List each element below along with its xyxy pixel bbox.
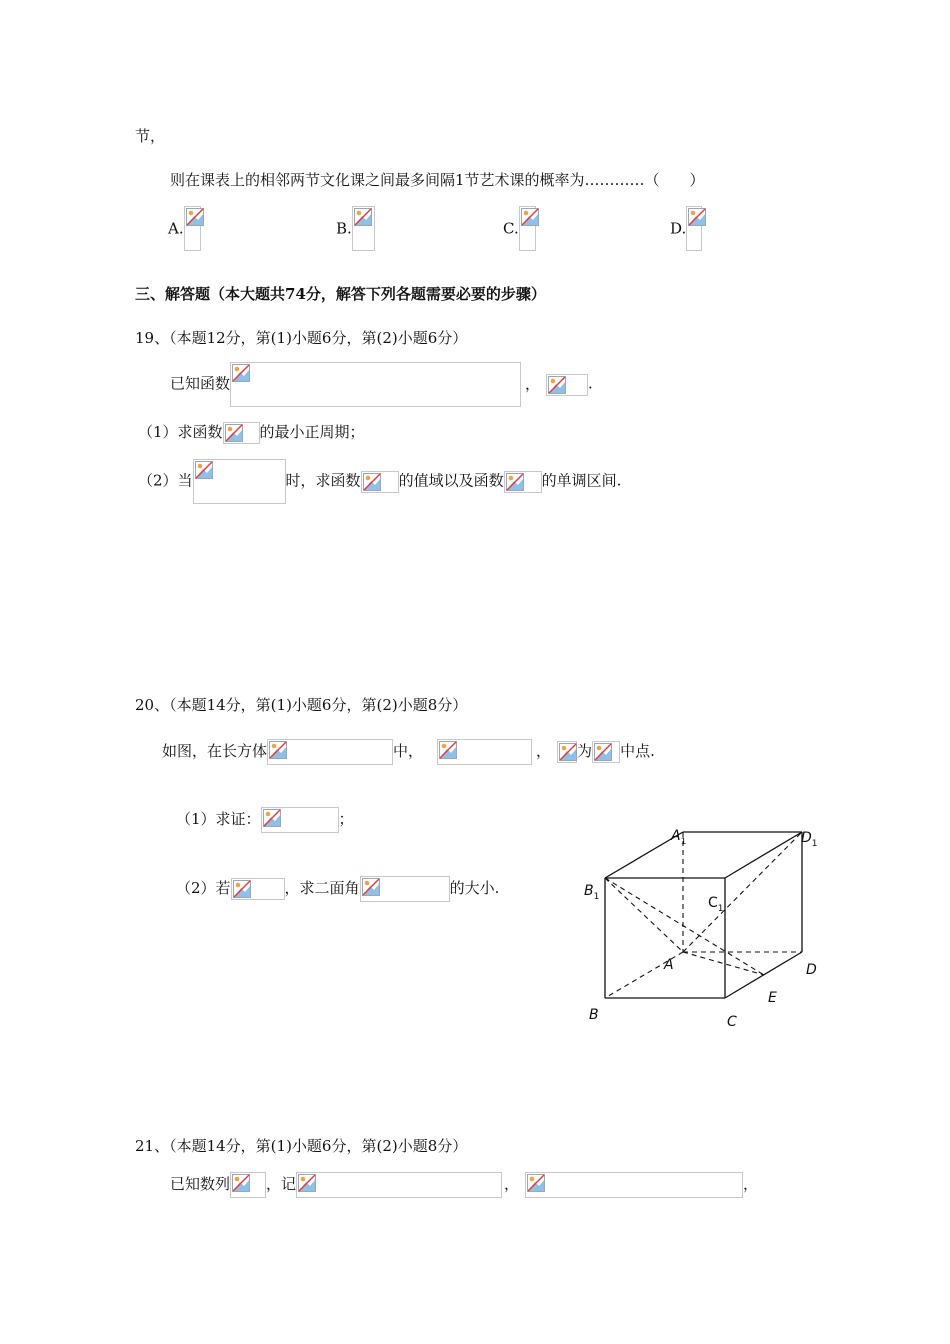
broken-image-icon (233, 880, 251, 898)
broken-image-icon (354, 208, 372, 226)
broken-image-icon (362, 878, 380, 896)
broken-image-icon (688, 208, 706, 226)
broken-image-icon (186, 208, 204, 226)
broken-image-icon (548, 376, 566, 394)
intro-text: 已知函数 (170, 374, 231, 393)
question-19-header: 19、（本题12分，第(1)小题6分，第(2)小题6分） (135, 329, 468, 347)
definition-image-1 (296, 1172, 502, 1198)
part-1-suffix: ； (338, 810, 354, 828)
broken-image-icon (263, 809, 281, 827)
broken-image-icon (225, 424, 243, 442)
previous-question-fragment: 节， (135, 127, 166, 145)
intro-mid: ，记 (266, 1175, 297, 1193)
condition-image (437, 739, 532, 765)
sentence-end: ， (743, 1175, 759, 1193)
broken-image-icon (298, 1174, 316, 1192)
question-19-intro (170, 362, 593, 407)
vertex-a1-label: $A_1$ (671, 828, 687, 847)
intro-text: 已知数列 (170, 1175, 231, 1193)
option-c (503, 206, 536, 251)
option-d-image (686, 206, 702, 251)
part-2-mid: ，求二面角 (284, 879, 360, 897)
sentence-end: . (588, 374, 593, 393)
domain-image (193, 459, 286, 504)
segment-image (592, 741, 620, 763)
point-e-label: E (768, 990, 777, 1006)
option-a-image (184, 206, 201, 251)
question-20-part-1 (176, 807, 354, 833)
broken-image-icon (269, 741, 287, 759)
option-b-image (352, 206, 375, 251)
definition-image-2 (525, 1172, 743, 1198)
vertex-d-label: D (806, 962, 817, 978)
part-1-suffix: 的最小正周期； (259, 423, 365, 441)
broken-image-icon (506, 473, 524, 491)
vertex-b1-label: $B_1$ (584, 883, 600, 902)
intro-text: 如图，在长方体 (162, 742, 268, 760)
question-21-header: 21、（本题14分，第(1)小题6分，第(2)小题8分） (135, 1137, 468, 1155)
separator: ， (525, 374, 541, 393)
cuboid-figure (570, 820, 830, 1040)
option-c-label: C. (503, 219, 519, 238)
option-d-label: D. (670, 219, 687, 238)
function-image (223, 422, 260, 444)
intro-mid: 中， (393, 742, 424, 760)
vertex-c-label: C (727, 1014, 737, 1030)
broken-image-icon (363, 473, 381, 491)
function-image (361, 471, 399, 493)
part-1-text: （1）求证： (176, 810, 261, 828)
broken-image-icon (232, 1174, 250, 1192)
broken-image-icon (521, 208, 539, 226)
sequence-image (230, 1172, 266, 1198)
part-2-text: （2）若 (176, 879, 231, 897)
broken-image-icon (195, 461, 213, 479)
part-2-suffix: 的单调区间. (541, 471, 622, 490)
option-c-image (519, 206, 536, 251)
part-2-suffix: 的大小. (449, 879, 500, 897)
broken-image-icon (527, 1174, 545, 1192)
option-a (168, 206, 201, 251)
broken-image-icon (232, 364, 250, 382)
point-image (557, 741, 577, 763)
option-a-label: A. (168, 219, 184, 238)
question-19-part-1 (138, 422, 365, 444)
question-18-text: 则在课表上的相邻两节文化课之间最多间隔1节艺术课的概率为…………（ ） (170, 171, 705, 189)
sentence-end: 中点. (620, 742, 655, 760)
part-2-mid-1: 时，求函数 (285, 471, 361, 490)
question-20-header: 20、（本题14分，第(1)小题6分，第(2)小题8分） (135, 696, 468, 714)
separator: ， (504, 1175, 520, 1193)
condition-image (546, 374, 588, 396)
part-2-text: （2）当 (138, 471, 193, 490)
vertex-a-label: A (664, 957, 674, 973)
function-image (504, 471, 542, 493)
condition-image (231, 878, 285, 900)
cuboid-name-image (267, 739, 393, 765)
separator: ， (536, 742, 552, 760)
vertex-c1-label: $C_1$ (708, 895, 724, 914)
question-21-intro (170, 1172, 758, 1198)
vertex-d1-label: $D_1$ (801, 830, 818, 849)
option-d (670, 206, 702, 251)
intro-mid-2: 为 (577, 742, 593, 760)
option-b-label: B. (336, 219, 352, 238)
vertex-b-label: B (589, 1007, 599, 1023)
proof-statement-image (261, 807, 339, 833)
broken-image-icon (594, 743, 612, 761)
part-2-mid-2: 的值域以及函数 (398, 471, 504, 490)
dihedral-angle-image (360, 876, 450, 902)
broken-image-icon (559, 743, 577, 761)
cuboid-diagram (570, 820, 830, 1040)
question-20-part-2 (176, 876, 499, 902)
question-20-intro (162, 739, 655, 765)
function-formula-image (230, 362, 521, 407)
option-b (336, 206, 375, 251)
broken-image-icon (439, 741, 457, 759)
section-heading: 三、解答题（本大题共74分，解答下列各题需要必要的步骤） (135, 285, 546, 303)
part-1-text: （1）求函数 (138, 423, 223, 441)
question-19-part-2 (138, 459, 621, 504)
